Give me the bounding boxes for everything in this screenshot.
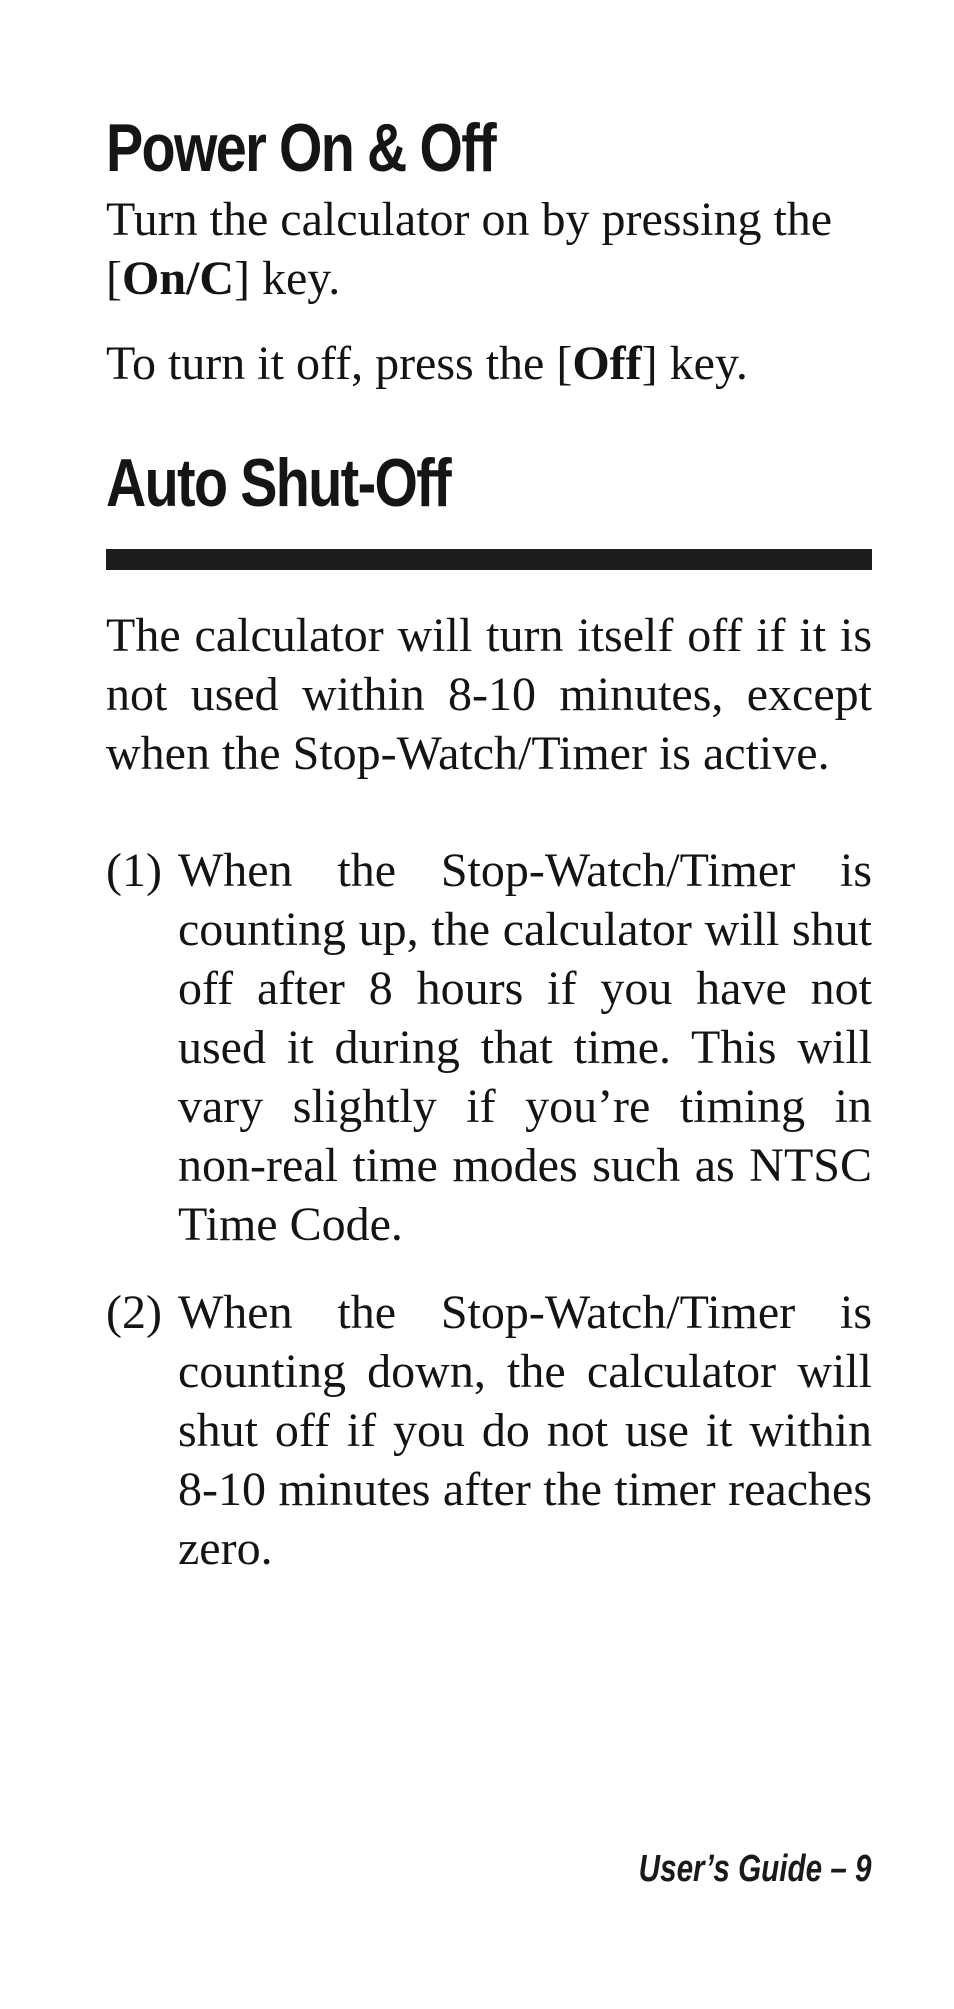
list-item-number: (2): [106, 1286, 162, 1339]
power-off-suffix: ] key.: [641, 337, 748, 390]
power-on-suffix: ] key.: [234, 252, 341, 305]
list-item-text: When the Stop-Watch/Timer is counting up, the calculator will shut off after 8 hours if you have not used it during that time. This will vary slightly if you’re timing in non-real time modes such as NTSC Time Code.: [178, 844, 872, 1251]
list-item: [106, 841, 872, 1254]
power-off-instruction: [106, 334, 872, 393]
power-off-prefix: To turn it off, press the [: [106, 337, 573, 390]
off-key: Off: [572, 337, 642, 390]
page-footer: User’s Guide – 9: [639, 1848, 872, 1890]
list-item-text: When the Stop-Watch/Timer is counting down, the calculator will shut off if you do not use it within 8-10 minutes after the timer reaches zero.: [178, 1286, 872, 1575]
power-on-prefix: Turn the calculator on by pressing the [: [106, 193, 833, 305]
auto-shutoff-list: [106, 841, 872, 1578]
power-heading: Power On & Off: [106, 110, 496, 186]
section-divider: [106, 549, 872, 570]
manual-page: [106, 100, 872, 1607]
auto-shutoff-heading: Auto Shut-Off: [106, 445, 451, 521]
power-on-instruction: [106, 190, 872, 308]
list-item-number: (1): [106, 844, 162, 897]
on-c-key: On/C: [121, 252, 235, 305]
list-item: [106, 1283, 872, 1578]
auto-shutoff-description: The calculator will turn itself off if it is not used within 8-10 minutes, except when the Stop-Watch/Timer is active.: [106, 609, 872, 780]
